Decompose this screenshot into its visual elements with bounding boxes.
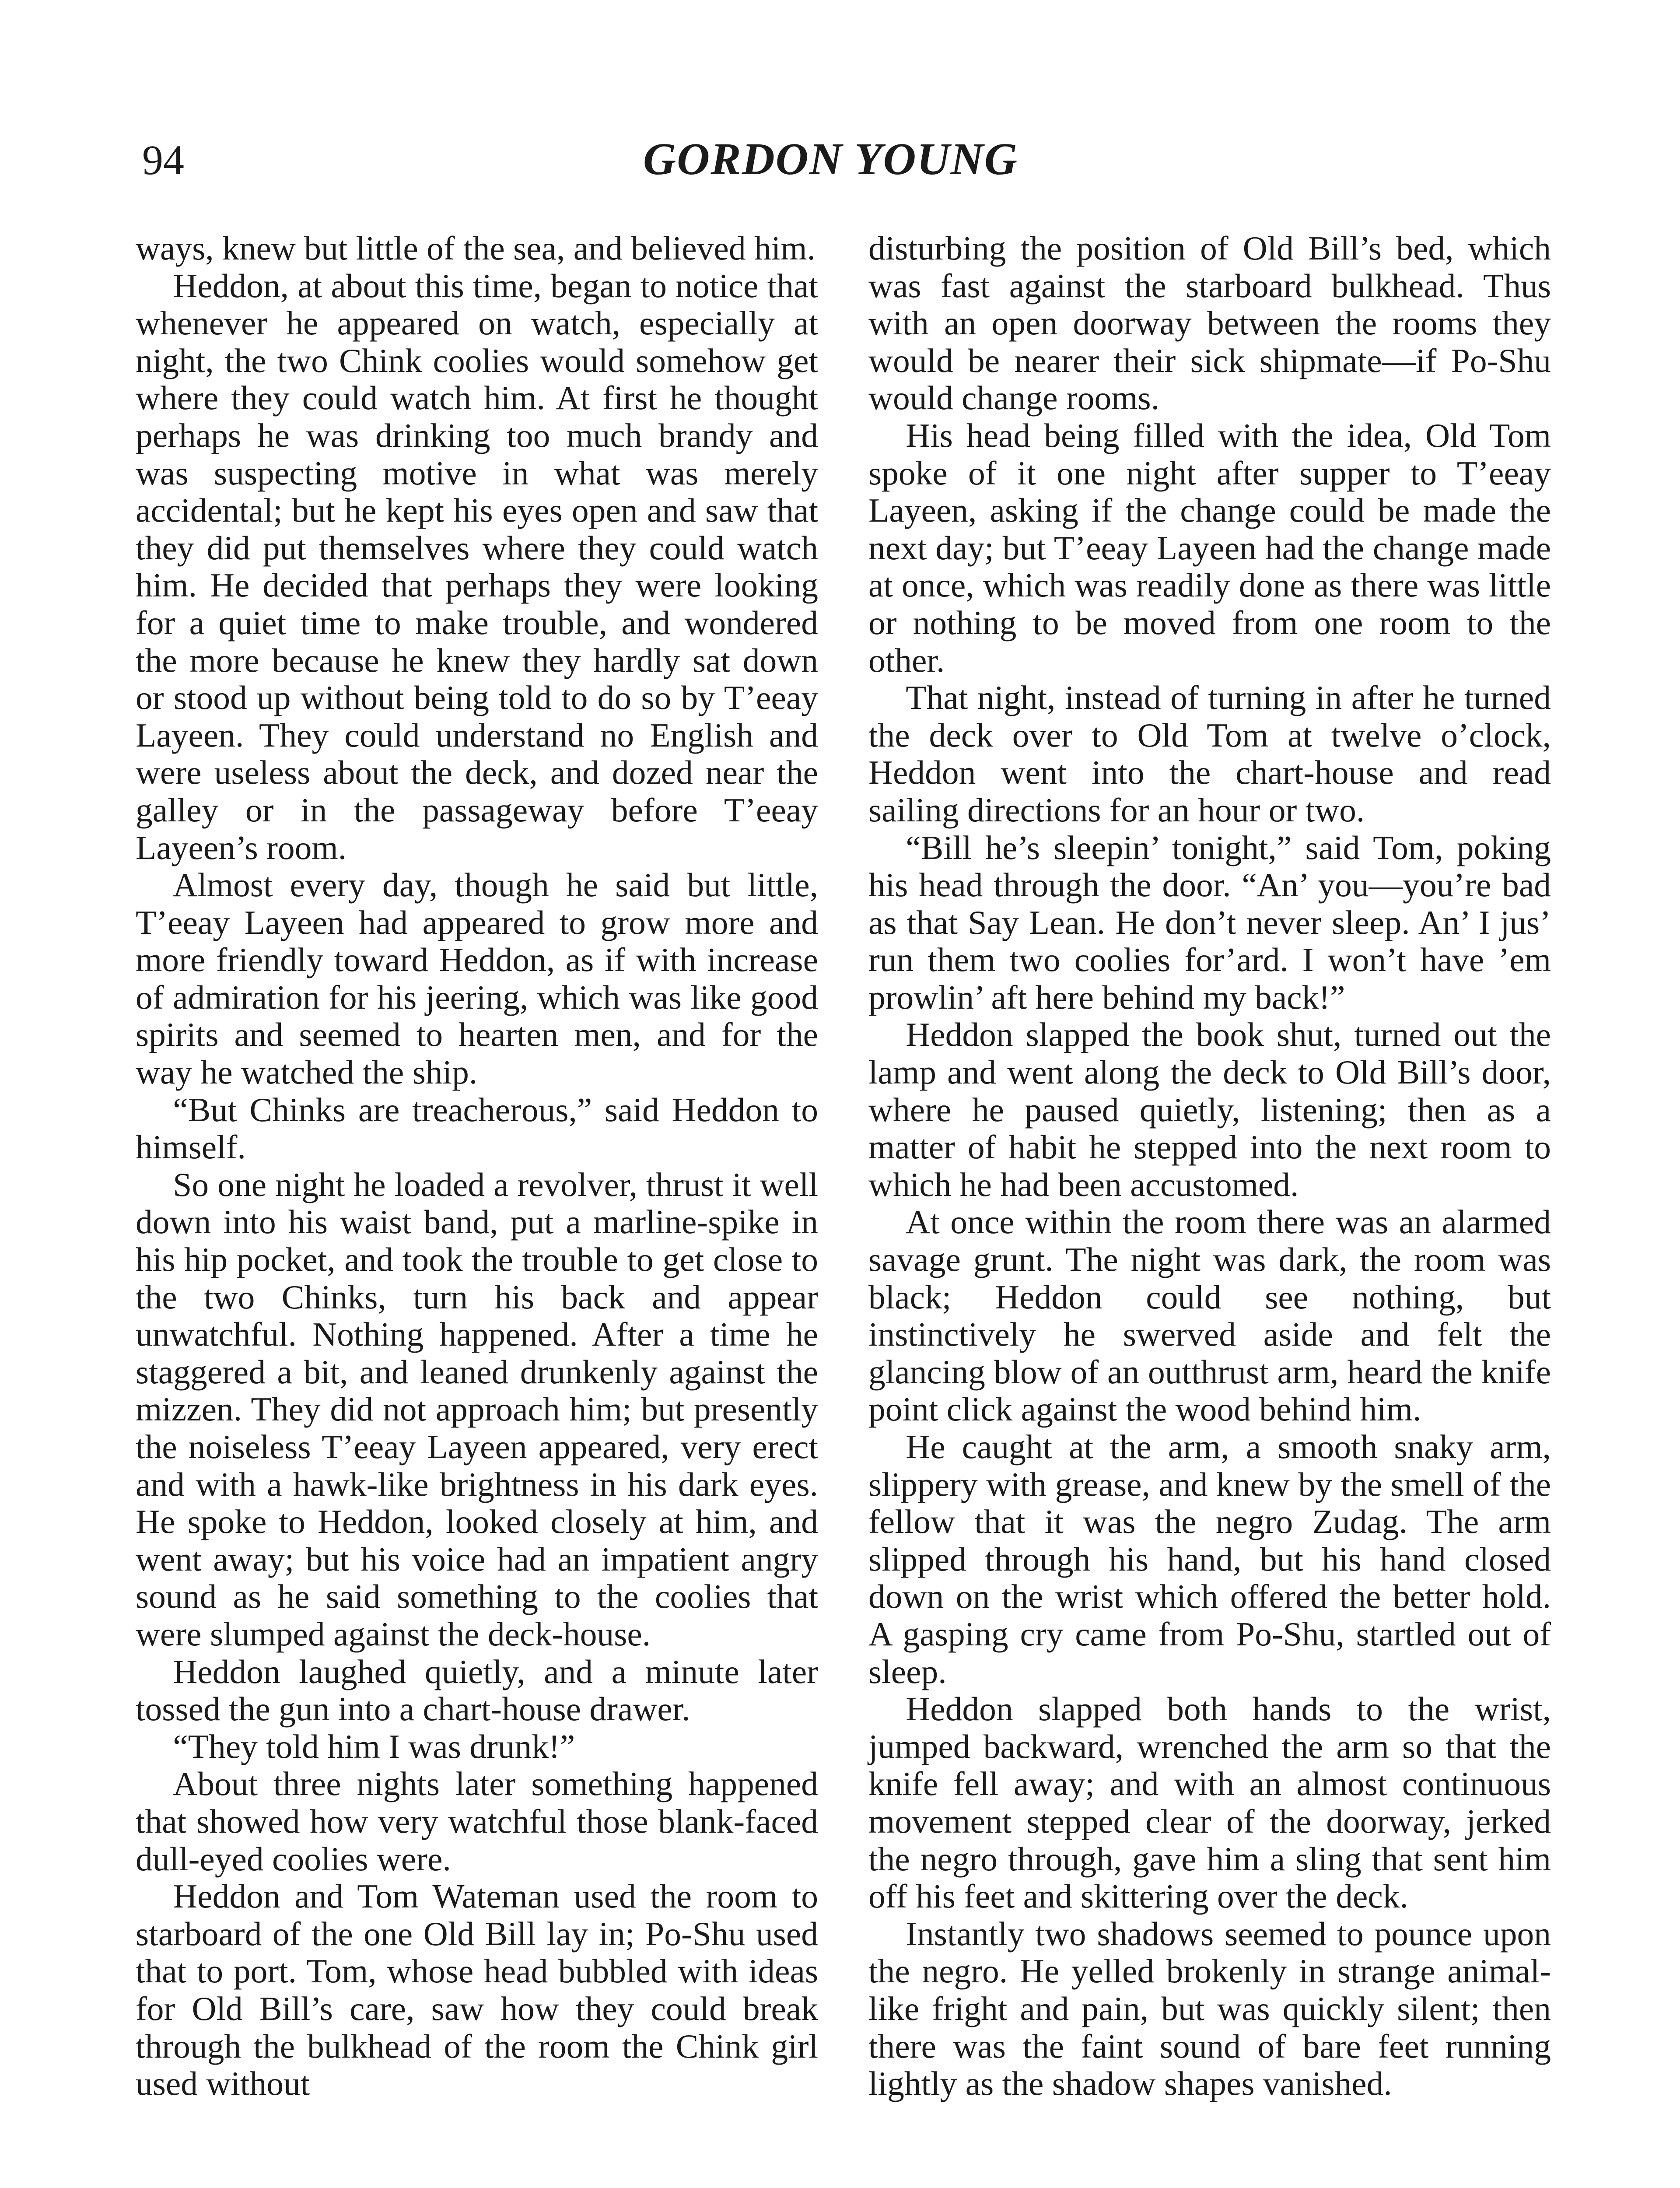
paragraph: About three nights later something happened that showed how very watchful those blank-faced dull-eyed coolies were. <box>136 1765 818 1878</box>
paragraph: Heddon laughed quietly, and a minute later tossed the gun into a chart-house drawer. <box>136 1652 818 1728</box>
paragraph: His head being filled with the idea, Old Tom spoke of it one night after supper to T’eeay Layeen, asking if the change could be made the next day; but T’eeay Layeen had the change made at once, which was readily done as there was little or nothing to be moved from one room to the other. <box>868 416 1551 679</box>
paragraph: Heddon, at about this time, began to notice that whenever he appeared on watch, especially at night, the two Chink coolies would somehow get where they could watch him. At first he thought perhaps he was drinking too much brandy and was suspecting motive in what was merely accidental; but he kept his eyes open and saw that they did put themselves where they could watch him. He decided that perhaps they were looking for a quiet time to make trouble, and wondered the more because he knew they hardly sat down or stood up without being told to do so by T’eeay Layeen. They could understand no English and were useless about the deck, and dozed near the galley or in the passageway before T’eeay Layeen’s room. <box>136 266 818 866</box>
right-column <box>868 230 1551 2103</box>
page-number: 94 <box>142 137 184 183</box>
paragraph: Heddon slapped the book shut, turned out the lamp and went along the deck to Old Bill’s door, where he paused quietly, listening; then as a matter of habit he stepped into the next room to which he had been accustomed. <box>868 1016 1551 1203</box>
left-column <box>136 230 818 2103</box>
paragraph: Heddon and Tom Wateman used the room to starboard of the one Old Bill lay in; Po-Shu used that to port. Tom, whose head bubbled with ideas for Old Bill’s care, saw how they could break through the bulkhead of the room the Chink girl used without <box>136 1877 818 2103</box>
paragraph: Almost every day, though he said but little, T’eeay Layeen had appeared to grow more and more friendly toward Heddon, as if with increase of admiration for his jeering, which was like good spirits and seemed to hearten men, and for the way he watched the ship. <box>136 866 818 1091</box>
paragraph: He caught at the arm, a smooth snaky arm, slippery with grease, and knew by the smell of the fellow that it was the negro Zudag. The arm slipped through his hand, but his hand closed down on the wrist which offered the better hold. A gasping cry came from Po-Shu, startled out of sleep. <box>868 1428 1551 1690</box>
paragraph: disturbing the position of Old Bill’s bed, which was fast against the starboard bulkhead. Thus with an open doorway between the rooms they would be nearer their sick shipmate—if Po-Shu would change rooms. <box>868 229 1551 417</box>
paragraph: So one night he loaded a revolver, thrust it well down into his waist band, put a marline-spike in his hip pocket, and took the trouble to get close to the two Chinks, turn his back and appear unwatchful. Nothing happened. After a time he staggered a bit, and leaned drunkenly against the mizzen. They did not approach him; but presently the noiseless T’eeay Layeen appeared, very erect and with a hawk-like brightness in his dark eyes. He spoke to Heddon, looked closely at him, and went away; but his voice had an impatient angry sound as he said something to the coolies that were slumped against the deck-house. <box>136 1165 818 1653</box>
paragraph: “But Chinks are treacherous,” said Heddon to himself. <box>136 1090 818 1166</box>
paragraph: ways, knew but little of the sea, and believed him. <box>136 229 816 267</box>
paragraph: At once within the room there was an alarmed savage grunt. The night was dark, the room was black; Heddon could see nothing, but instinctively he swerved aside and felt the glancing blow of an outthrust arm, heard the knife point click against the wood behind him. <box>868 1203 1551 1428</box>
paragraph: Heddon slapped both hands to the wrist, jumped backward, wrenched the arm so that the knife fell away; and with an almost continuous movement stepped clear of the doorway, jerked the negro through, gave him a sling that sent him off his feet and skittering over the deck. <box>868 1690 1551 1915</box>
paragraph: “Bill he’s sleepin’ tonight,” said Tom, poking his head through the door. “An’ you—you’re bad as that Say Lean. He don’t never sleep. An’ I jus’ run them two coolies for’ard. I won’t have ’em prowlin’ aft here behind my back!” <box>868 828 1551 1016</box>
paragraph: Instantly two shadows seemed to pounce upon the negro. He yelled brokenly in strange animal-like fright and pain, but was quickly silent; then there was the faint sound of bare feet running lightly as the shadow shapes vanished. <box>868 1914 1551 2103</box>
paragraph: “They told him I was drunk!” <box>173 1727 575 1765</box>
paragraph: That night, instead of turning in after he turned the deck over to Old Tom at twelve o’clock, Heddon went into the chart-house and read sailing directions for an hour or two. <box>868 679 1551 829</box>
running-head-author: GORDON YOUNG <box>643 134 1018 184</box>
